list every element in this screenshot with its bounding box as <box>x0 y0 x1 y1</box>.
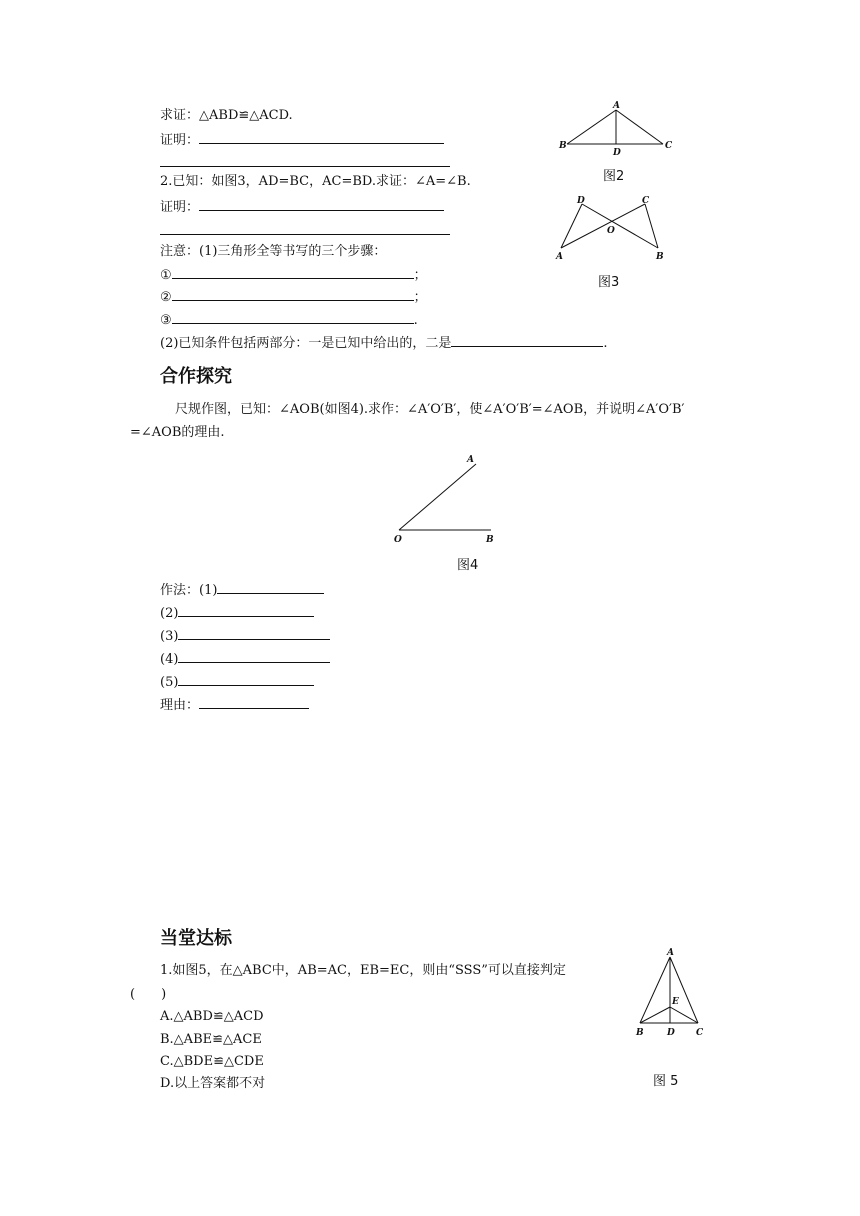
method-label: (3) <box>160 629 179 644</box>
answer-blank[interactable] <box>160 166 450 167</box>
figure-2 <box>555 100 685 160</box>
note-2-text: (2)已知条件包括两部分：一是已知中给出的，二是 <box>160 336 452 351</box>
proof-line-1 <box>160 131 444 149</box>
method-step-2 <box>160 604 314 622</box>
answer-blank[interactable] <box>172 266 414 279</box>
fig3-label-D: D <box>577 196 585 206</box>
fig5-segment-AC <box>670 957 698 1023</box>
fig5-label-D: D <box>667 1028 675 1038</box>
fig2-label-B: B <box>559 141 567 151</box>
prove-statement: 求证：△ABD≌△ACD. <box>160 108 293 123</box>
note-title: 注意：(1)三角形全等书写的三个步骤： <box>160 244 387 259</box>
coop-text-2: =∠AOB的理由. <box>130 425 225 440</box>
answer-blank[interactable] <box>199 131 444 144</box>
answer-blank[interactable] <box>217 581 324 594</box>
answer-blank[interactable] <box>199 198 444 211</box>
method-label: (5) <box>160 675 179 690</box>
fig2-label-C: C <box>665 141 673 151</box>
fig5-segment-BE <box>640 1007 670 1023</box>
answer-blank[interactable] <box>178 604 314 617</box>
note-2-punct: . <box>603 336 608 351</box>
fig5-label-B: B <box>636 1028 644 1038</box>
answer-blank[interactable] <box>172 288 414 301</box>
fig3-label-O: O <box>607 226 615 236</box>
answer-blank[interactable] <box>178 627 330 640</box>
reason-label: 理由： <box>160 698 200 713</box>
fig2-label-A: A <box>613 101 620 111</box>
answer-blank[interactable] <box>451 334 603 347</box>
proof-label: 证明： <box>160 133 200 148</box>
fig3-label-C: C <box>642 196 650 206</box>
section-title-coop: 合作探究 <box>160 366 232 387</box>
fig3-segment-AD <box>561 204 582 248</box>
fig3-label-B: B <box>656 252 664 262</box>
answer-blank[interactable] <box>178 673 314 686</box>
proof-label: 证明： <box>160 200 200 215</box>
answer-blank[interactable] <box>160 234 450 235</box>
section-title-practice: 当堂达标 <box>160 928 232 949</box>
fig5-segment-CE <box>670 1007 698 1023</box>
fig5-label-C: C <box>696 1028 704 1038</box>
fig2-caption: 图2 <box>603 169 625 184</box>
step-3 <box>160 311 418 329</box>
practice-question-1: 1.如图5，在△ABC中，AB=AC，EB=EC，则由“SSS”可以直接判定 <box>160 963 566 978</box>
option-b[interactable]: B.△ABE≌△ACE <box>160 1032 262 1047</box>
proof-line-2 <box>160 198 444 216</box>
method-step-4 <box>160 650 330 668</box>
fig3-segment-AC <box>561 204 645 248</box>
answer-blank[interactable] <box>172 311 414 324</box>
step-marker: ③ <box>160 313 172 328</box>
step-2 <box>160 288 427 306</box>
method-label: (2) <box>160 606 179 621</box>
step-1 <box>160 266 427 284</box>
option-c[interactable]: C.△BDE≌△CDE <box>160 1054 264 1069</box>
fig5-caption: 图 5 <box>653 1074 679 1089</box>
fig5-label-E: E <box>672 997 679 1007</box>
figure-4 <box>390 450 505 550</box>
step-punct: ； <box>413 268 427 283</box>
figure-5 <box>630 945 715 1045</box>
method-step-5 <box>160 673 314 691</box>
step-marker: ① <box>160 268 172 283</box>
fig2-label-D: D <box>613 148 621 158</box>
figure-3 <box>555 192 675 267</box>
reason-line <box>160 696 309 714</box>
option-d[interactable]: D.以上答案都不对 <box>160 1076 266 1091</box>
fig2-segment-AB <box>567 110 616 144</box>
fig4-ray-OA <box>399 464 476 530</box>
question-2: 2.已知：如图3，AD=BC，AC=BD.求证：∠A=∠B. <box>160 174 471 189</box>
answer-blank[interactable] <box>178 650 330 663</box>
fig4-label-A: A <box>467 455 474 465</box>
fig4-label-B: B <box>486 535 494 545</box>
step-marker: ② <box>160 290 172 305</box>
answer-paren[interactable]: ( ) <box>130 987 167 1002</box>
fig4-label-O: O <box>394 535 402 545</box>
note-2 <box>160 334 608 352</box>
step-punct: . <box>413 313 418 328</box>
fig5-segment-AB <box>640 957 670 1023</box>
method-label: 作法：(1) <box>160 583 218 598</box>
fig2-segment-AC <box>616 110 663 144</box>
fig4-caption: 图4 <box>457 558 479 573</box>
option-a[interactable]: A.△ABD≌△ACD <box>160 1009 264 1024</box>
fig3-caption: 图3 <box>598 275 620 290</box>
fig5-label-A: A <box>667 948 674 958</box>
answer-blank[interactable] <box>199 696 309 709</box>
step-punct: ； <box>413 290 427 305</box>
method-step-1 <box>160 581 324 599</box>
method-step-3 <box>160 627 330 645</box>
coop-text-1: 尺规作图，已知：∠AOB(如图4).求作：∠A′O′B′，使∠A′O′B′=∠AOB，并说明∠A′O′B′ <box>175 402 685 417</box>
method-label: (4) <box>160 652 179 667</box>
fig3-label-A: A <box>556 252 563 262</box>
